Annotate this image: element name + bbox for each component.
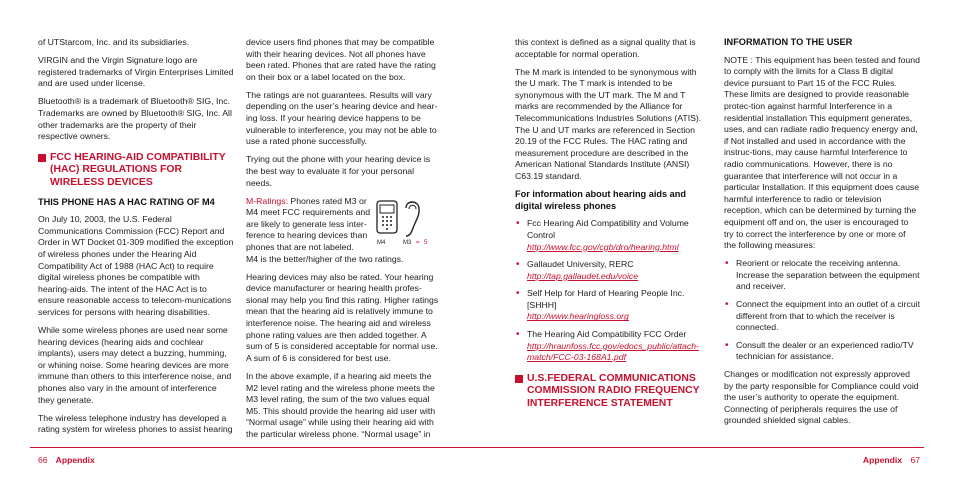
list-item-text: The Hearing Aid Compatibility FCC Order <box>527 329 687 340</box>
figure-label-m3: M3 <box>403 239 412 246</box>
list-item <box>515 288 711 323</box>
svg-text:5: 5 <box>424 239 428 246</box>
list-item <box>724 340 920 363</box>
right-page-column-1 <box>515 37 711 418</box>
paragraph: While some wireless phones are used near some hearing devices (hearing aids and cochlear implants), users may detect a buzzing, humming, or whining noise. Some hearing devices are more immune than others to this interference noise, and phones also vary in the amount of interference they generate. <box>38 324 232 405</box>
list-item <box>724 258 920 293</box>
resource-link[interactable]: http://www.hearingloss.org <box>527 311 629 322</box>
phone-and-hearing-aid-figure <box>376 198 442 246</box>
bullet-dot-icon: • <box>516 218 520 230</box>
list-item-text: Reorient or relocate the receiving antenna. Increase the separation between the equipment and receiver. <box>736 258 920 292</box>
bullet-dot-icon: • <box>725 258 729 270</box>
paragraph: The ratings are not guarantees. Results will vary depending on the user’s hearing device and hear-ing loss. If your hearing device happens to be vulnerable to interference, you may not be able to use a rated phone successfully. <box>246 89 438 147</box>
phone-icon <box>377 201 397 233</box>
paragraph: Bluetooth® is a trademark of Bluetooth® SIG, Inc. Trademarks are owned by Bluetooth® SIG, Inc. All other trademarks are the property of their respective owners. <box>38 96 232 142</box>
section-heading-fcc-rf <box>515 373 711 411</box>
interference-measures-list <box>724 258 920 363</box>
paragraph: of UTStarcom, Inc. and its subsidiaries. <box>38 37 190 47</box>
footer-divider <box>30 447 924 448</box>
svg-text:=: = <box>416 239 420 246</box>
footer-right <box>863 455 920 465</box>
hearing-aid-resource-list <box>515 218 711 364</box>
square-bullet-icon <box>515 375 523 383</box>
list-item-text: Connect the equipment into an outlet of a circuit different from that to which the receiver is connected. <box>736 298 920 333</box>
section-heading-hac <box>38 152 234 190</box>
list-item <box>515 218 711 253</box>
footer-section-label-left: Appendix <box>55 455 95 465</box>
left-page-column-2 <box>246 37 442 447</box>
subheading-info-to-user: INFORMATION TO THE USER <box>724 37 853 47</box>
left-page-column-1 <box>38 37 234 442</box>
m-ratings-label: M-Ratings: <box>246 195 288 206</box>
paragraph: The wireless telephone industry has developed a rating system for wireless phones to assist hearing <box>38 412 233 435</box>
paragraph: The M mark is intended to be synonymous with the U mark. The T mark is intended to be synonymous with the UT mark. The M and T marks are recommended by the Alliance for Telecommunications Industries Solutions (ATIS). The U and UT marks are referenced in Section 20.19 of the FCC Rules. The HAC rating and measurement procedure are described in the American National Standards Institute (ANSI) C63.19 standard. <box>515 66 702 182</box>
list-item-text: Consult the dealer or an experienced radio/TV technician for assistance. <box>736 339 914 362</box>
list-item-text: Gallaudet University, RERC <box>527 259 634 270</box>
list-item-text: Fcc Hearing Aid Compatibility and Volume Control <box>527 218 689 240</box>
list-item <box>515 329 711 364</box>
section-heading-text: FCC HEARING-AID COMPATIBILITY (HAC) REGULATIONS FOR WIRELESS DEVICES <box>50 151 226 188</box>
paragraph: VIRGIN and the Virgin Signature logo are registered trademarks of Virgin Enterprises Limited and are used under license. <box>38 55 234 89</box>
list-item-text: Self Help for Hard of Hearing People Inc. [SHHH] <box>527 288 685 310</box>
bullet-dot-icon: • <box>516 329 520 341</box>
hearing-aid-icon <box>406 202 419 236</box>
paragraph: device users find phones that may be compatible with their hearing devices. Not all phones have been rated. Phones that are rated have the rating on their box or a label located on the box. <box>246 37 436 82</box>
paragraph: Changes or modification not expressly approved by the party responsible for Compliance could void the user’s authority to operate the equipment. Connecting of peripherals requires the use of grounded shielded signal cables. <box>724 368 919 426</box>
section-heading-text: U.S.FEDERAL COMMUNICATIONS COMMISSION RADIO FREQUENCY INTERFERENCE STATEMENT <box>527 372 700 410</box>
list-item <box>515 259 711 282</box>
subheading-hearing-aid-info: For information about hearing aids and digital wireless phones <box>515 189 686 211</box>
m-ratings-tail: M4 is the better/higher of the two ratings. <box>246 253 404 264</box>
bullet-dot-icon: • <box>725 339 729 351</box>
resource-link[interactable]: http://hraunfoss.fcc.gov/edocs_public/attach-match/FCC-03-168A1.pdf <box>527 340 699 363</box>
m-ratings-block <box>246 196 442 266</box>
paragraph: Trying out the phone with your hearing device is the best way to evaluate it for your personal needs. <box>246 154 431 188</box>
footer-section-label-right: Appendix <box>862 455 903 465</box>
list-item <box>724 299 920 334</box>
square-bullet-icon <box>38 154 46 162</box>
m-ratings-text: Phones rated M3 or M4 meet FCC requirements and are likely to generate less inter-ference to hearing devices than phones that are not labeled. <box>246 195 371 252</box>
footer-left <box>38 455 95 465</box>
right-page-column-2 <box>724 37 920 433</box>
paragraph: On July 10, 2003, the U.S. Federal Communications Commission (FCC) Report and Order in WT Docket 01-309 modified the exception of wireless phones under the Hearing Aid Compatibility Act of 1988 (HAC Act) to require digital wireless phones be compatible with hearing-aids. The intent of the HAC Act is to ensure reasonable access to telecom-munications services for persons with hearing disabilities. <box>38 214 234 317</box>
figure-label-m4: M4 <box>377 239 386 246</box>
bullet-dot-icon: • <box>516 259 520 271</box>
m-ratings-paragraph <box>246 196 373 254</box>
page-number-left: 66 <box>38 455 48 465</box>
bullet-dot-icon: • <box>516 288 520 300</box>
page-number-right: 67 <box>910 455 920 465</box>
paragraph: this context is defined as a signal quality that is acceptable for normal operation. <box>515 37 696 59</box>
subheading-hac-rating: THIS PHONE HAS A HAC RATING OF M4 <box>38 196 215 207</box>
paragraph: NOTE : This equipment has been tested and found to comply with the limits for a Class B digital device pursuant to Part 15 of the FCC Rules. These limits are designed to provide reasonable protec-tion against harmful Interference in a residential installation This equipment generates, uses, and can radiate radio frequency energy and, if Not installed and used in accordance with the instruc-tions, may cause harmful Interference to radio communications. However, there is no guarantee that interference will not occur in a particular Installation. If this equipment does cause harmful interference to radio or television reception, which can be determined by turning the equipment off and on, the user is encouraged to try to correct the interference by one or more of the following measures: <box>724 54 920 251</box>
paragraph: In the above example, if a hearing aid meets the M2 level rating and the wireless phone meets the M3 level rating, the sum of the two values equal M5. This should provide the hearing aid user with “Normal usage” while using their hearing aid with the particular wireless phone. “Normal usage” in <box>246 370 436 439</box>
paragraph: Hearing devices may also be rated. Your hearing device manufacturer or hearing health profes-sional may help you find this rating. Higher ratings mean that the hearing aid is relatively immune to interference noise. The hearing aid and wireless phone rating values are then added together. A sum of 5 is considered acceptable for normal use. A sum of 6 is considered for best use. <box>246 271 439 363</box>
resource-link[interactable]: http://www.fcc.gov/cgb/dro/hearing.html <box>527 241 679 252</box>
resource-link[interactable]: http://tap.gallaudet.edu/voice <box>527 270 639 281</box>
bullet-dot-icon: • <box>725 298 729 310</box>
